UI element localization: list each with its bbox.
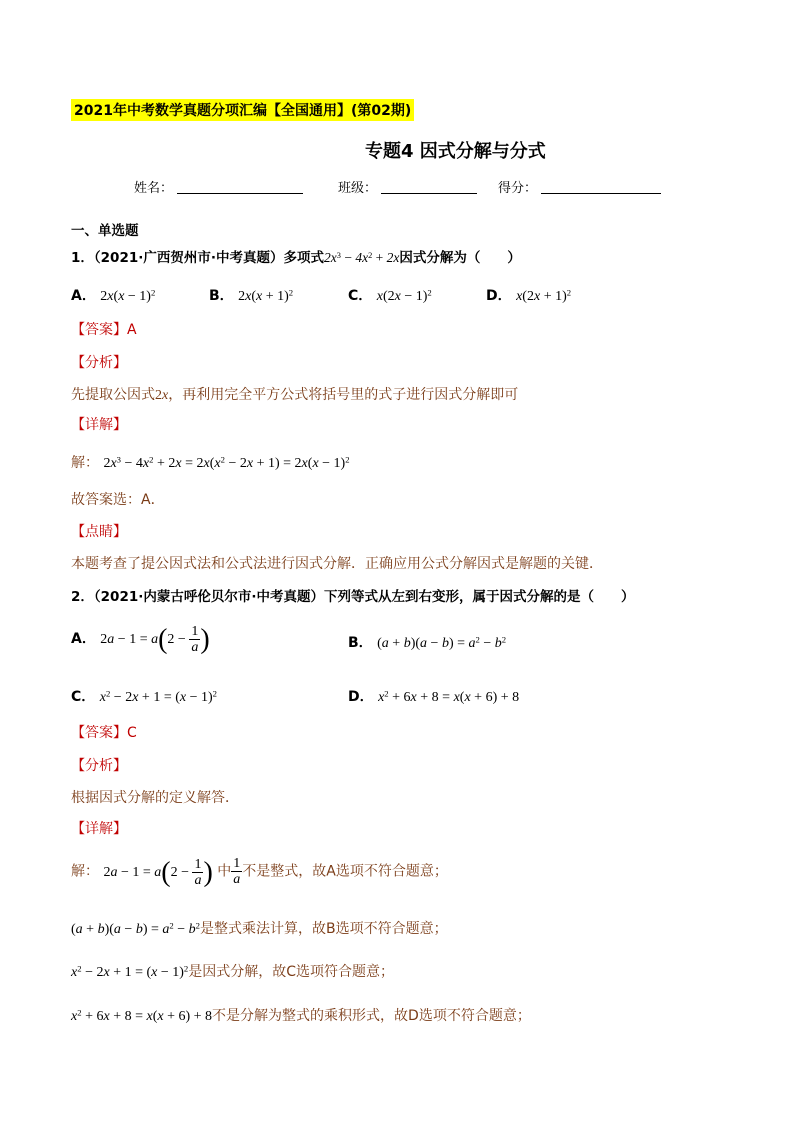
q1-detail-prefix: 解： bbox=[71, 455, 99, 471]
q2-option-c-letter: C． bbox=[71, 689, 96, 705]
q1-option-b-letter: B． bbox=[209, 288, 234, 304]
q2-option-c[interactable] bbox=[71, 686, 217, 706]
q2-detail-line-4 bbox=[71, 1005, 531, 1025]
q2-detail-line-2-expr: $(a + b)(a - b) = a^2 - b^2$ bbox=[71, 920, 200, 937]
score-blank[interactable] bbox=[541, 181, 661, 194]
q1-option-b-expr: $2x(x + 1)^2$ bbox=[238, 287, 294, 304]
q2-option-a-letter: A． bbox=[71, 631, 96, 647]
q1-option-d-expr: $x(2x + 1)^2$ bbox=[516, 287, 572, 304]
q2-option-b-letter: B． bbox=[348, 635, 373, 651]
q1-answer-value: A bbox=[127, 322, 137, 338]
class-field[interactable] bbox=[338, 177, 477, 196]
q1-detail bbox=[71, 452, 350, 472]
q2-detail-line-1-frac: $\frac{1}{a}$ bbox=[233, 856, 241, 887]
q1-conclusion: 故答案选：A． bbox=[71, 492, 165, 508]
q2-detail-line-2-text: 是整式乘法计算，故B选项不符合题意； bbox=[199, 921, 448, 937]
q1-source: （2021·广西贺州市·中考真题） bbox=[93, 250, 284, 266]
q2-detail-label: 【详解】 bbox=[71, 821, 127, 837]
question-1 bbox=[71, 246, 521, 266]
q2-detail-line-1-expr: 2a − 1 = a(2 − $\frac{1}{a}$ ) bbox=[103, 856, 213, 888]
q2-number: 2． bbox=[71, 589, 94, 605]
q2-source: （2021·内蒙古呼伦贝尔市·中考真题） bbox=[93, 589, 324, 605]
q1-comment-label: 【点睛】 bbox=[71, 524, 127, 540]
q1-option-d[interactable] bbox=[486, 285, 571, 305]
q2-detail-line-1-mid: 中 bbox=[217, 863, 232, 880]
q1-prompt-pre: 多项式 bbox=[283, 250, 324, 266]
q1-option-b[interactable] bbox=[209, 285, 293, 305]
q2-detail-line-4-expr: $x^2 + 6x + 8 = x(x + 6) + 8$ bbox=[71, 1007, 213, 1024]
class-label: 班级： bbox=[338, 181, 378, 196]
q1-analysis-label: 【分析】 bbox=[71, 355, 127, 371]
q2-answer bbox=[71, 722, 137, 742]
q1-option-c[interactable] bbox=[348, 285, 432, 305]
q1-option-a-letter: A． bbox=[71, 288, 96, 304]
q2-detail-line-2 bbox=[71, 918, 448, 938]
name-field[interactable] bbox=[134, 177, 303, 196]
question-2 bbox=[71, 585, 635, 605]
name-blank[interactable] bbox=[177, 181, 303, 194]
q2-analysis: 根据因式分解的定义解答． bbox=[71, 790, 239, 806]
q2-detail-line-3-text: 是因式分解，故C选项符合题意； bbox=[188, 964, 395, 980]
q2-analysis-label: 【分析】 bbox=[71, 758, 127, 774]
q2-option-a[interactable] bbox=[71, 624, 210, 656]
q1-answer bbox=[71, 319, 137, 339]
name-label: 姓名： bbox=[134, 181, 174, 196]
q1-prompt-post: 因式分解为（ ） bbox=[399, 250, 521, 266]
q2-option-c-expr: $x^2 - 2x + 1 = (x - 1)^2$ bbox=[99, 688, 217, 705]
q2-option-b[interactable] bbox=[348, 632, 506, 652]
q1-number: 1． bbox=[71, 250, 94, 266]
q1-detail-label: 【详解】 bbox=[71, 417, 127, 433]
q2-detail-line-1-text: 不是整式，故A选项不符合题意； bbox=[242, 863, 448, 880]
q2-option-a-expr: 2a − 1 = a(2 − $\frac{1}{a}$ ) bbox=[100, 624, 210, 656]
section-heading: 一、单选题 bbox=[71, 223, 139, 239]
series-banner: 2021年中考数学真题分项汇编【全国通用】(第02期) bbox=[71, 99, 414, 121]
class-blank[interactable] bbox=[381, 181, 477, 194]
score-label: 得分： bbox=[498, 181, 538, 196]
q1-analysis-pre: 先提取公因式 bbox=[71, 387, 155, 403]
q1-option-c-letter: C． bbox=[348, 288, 373, 304]
q2-detail-line-3 bbox=[71, 961, 394, 981]
q1-comment: 本题考查了提公因式法和公式法进行因式分解．正确应用公式分解因式是解题的关键． bbox=[71, 556, 603, 572]
q2-option-d-letter: D． bbox=[348, 689, 374, 705]
q1-analysis bbox=[71, 384, 518, 404]
q1-answer-label: 【答案】 bbox=[71, 322, 127, 338]
q2-detail-line-1 bbox=[71, 856, 448, 889]
q1-expression: $2x^3 - 4x^2 + 2x$ bbox=[324, 250, 400, 265]
q1-analysis-post: ，再利用完全平方公式将括号里的式子进行因式分解即可 bbox=[168, 387, 519, 403]
q2-option-d-expr: $x^2 + 6x + 8 = x(x + 6) + 8$ bbox=[378, 688, 520, 705]
q2-prompt: 下列等式从左到右变形，属于因式分解的是（ ） bbox=[324, 589, 635, 605]
q1-option-d-letter: D． bbox=[486, 288, 512, 304]
q2-detail-prefix: 解： bbox=[71, 863, 99, 880]
q2-answer-value: C bbox=[127, 725, 137, 741]
score-field[interactable] bbox=[498, 177, 661, 196]
q1-option-a-expr: $2x(x - 1)^2$ bbox=[100, 287, 156, 304]
q2-option-d[interactable] bbox=[348, 686, 519, 706]
q2-detail-line-3-expr: $x^2 - 2x + 1 = (x - 1)^2$ bbox=[71, 963, 189, 980]
q2-answer-label: 【答案】 bbox=[71, 725, 127, 741]
q1-option-a[interactable] bbox=[71, 285, 155, 305]
q2-option-b-expr: $(a + b)(a - b) = a^2 - b^2$ bbox=[377, 634, 507, 651]
page-title: 专题4 因式分解与分式 bbox=[365, 141, 546, 162]
q1-analysis-factor: 2x bbox=[155, 388, 169, 403]
q1-detail-expr: $2x^3 - 4x^2 + 2x = 2x(x^2 - 2x + 1) = 2x(x - 1)^2$ bbox=[103, 454, 350, 471]
q2-detail-line-4-text: 不是分解为整式的乘积形式，故D选项不符合题意； bbox=[212, 1008, 531, 1024]
q1-option-c-expr: $x(2x - 1)^2$ bbox=[376, 287, 432, 304]
